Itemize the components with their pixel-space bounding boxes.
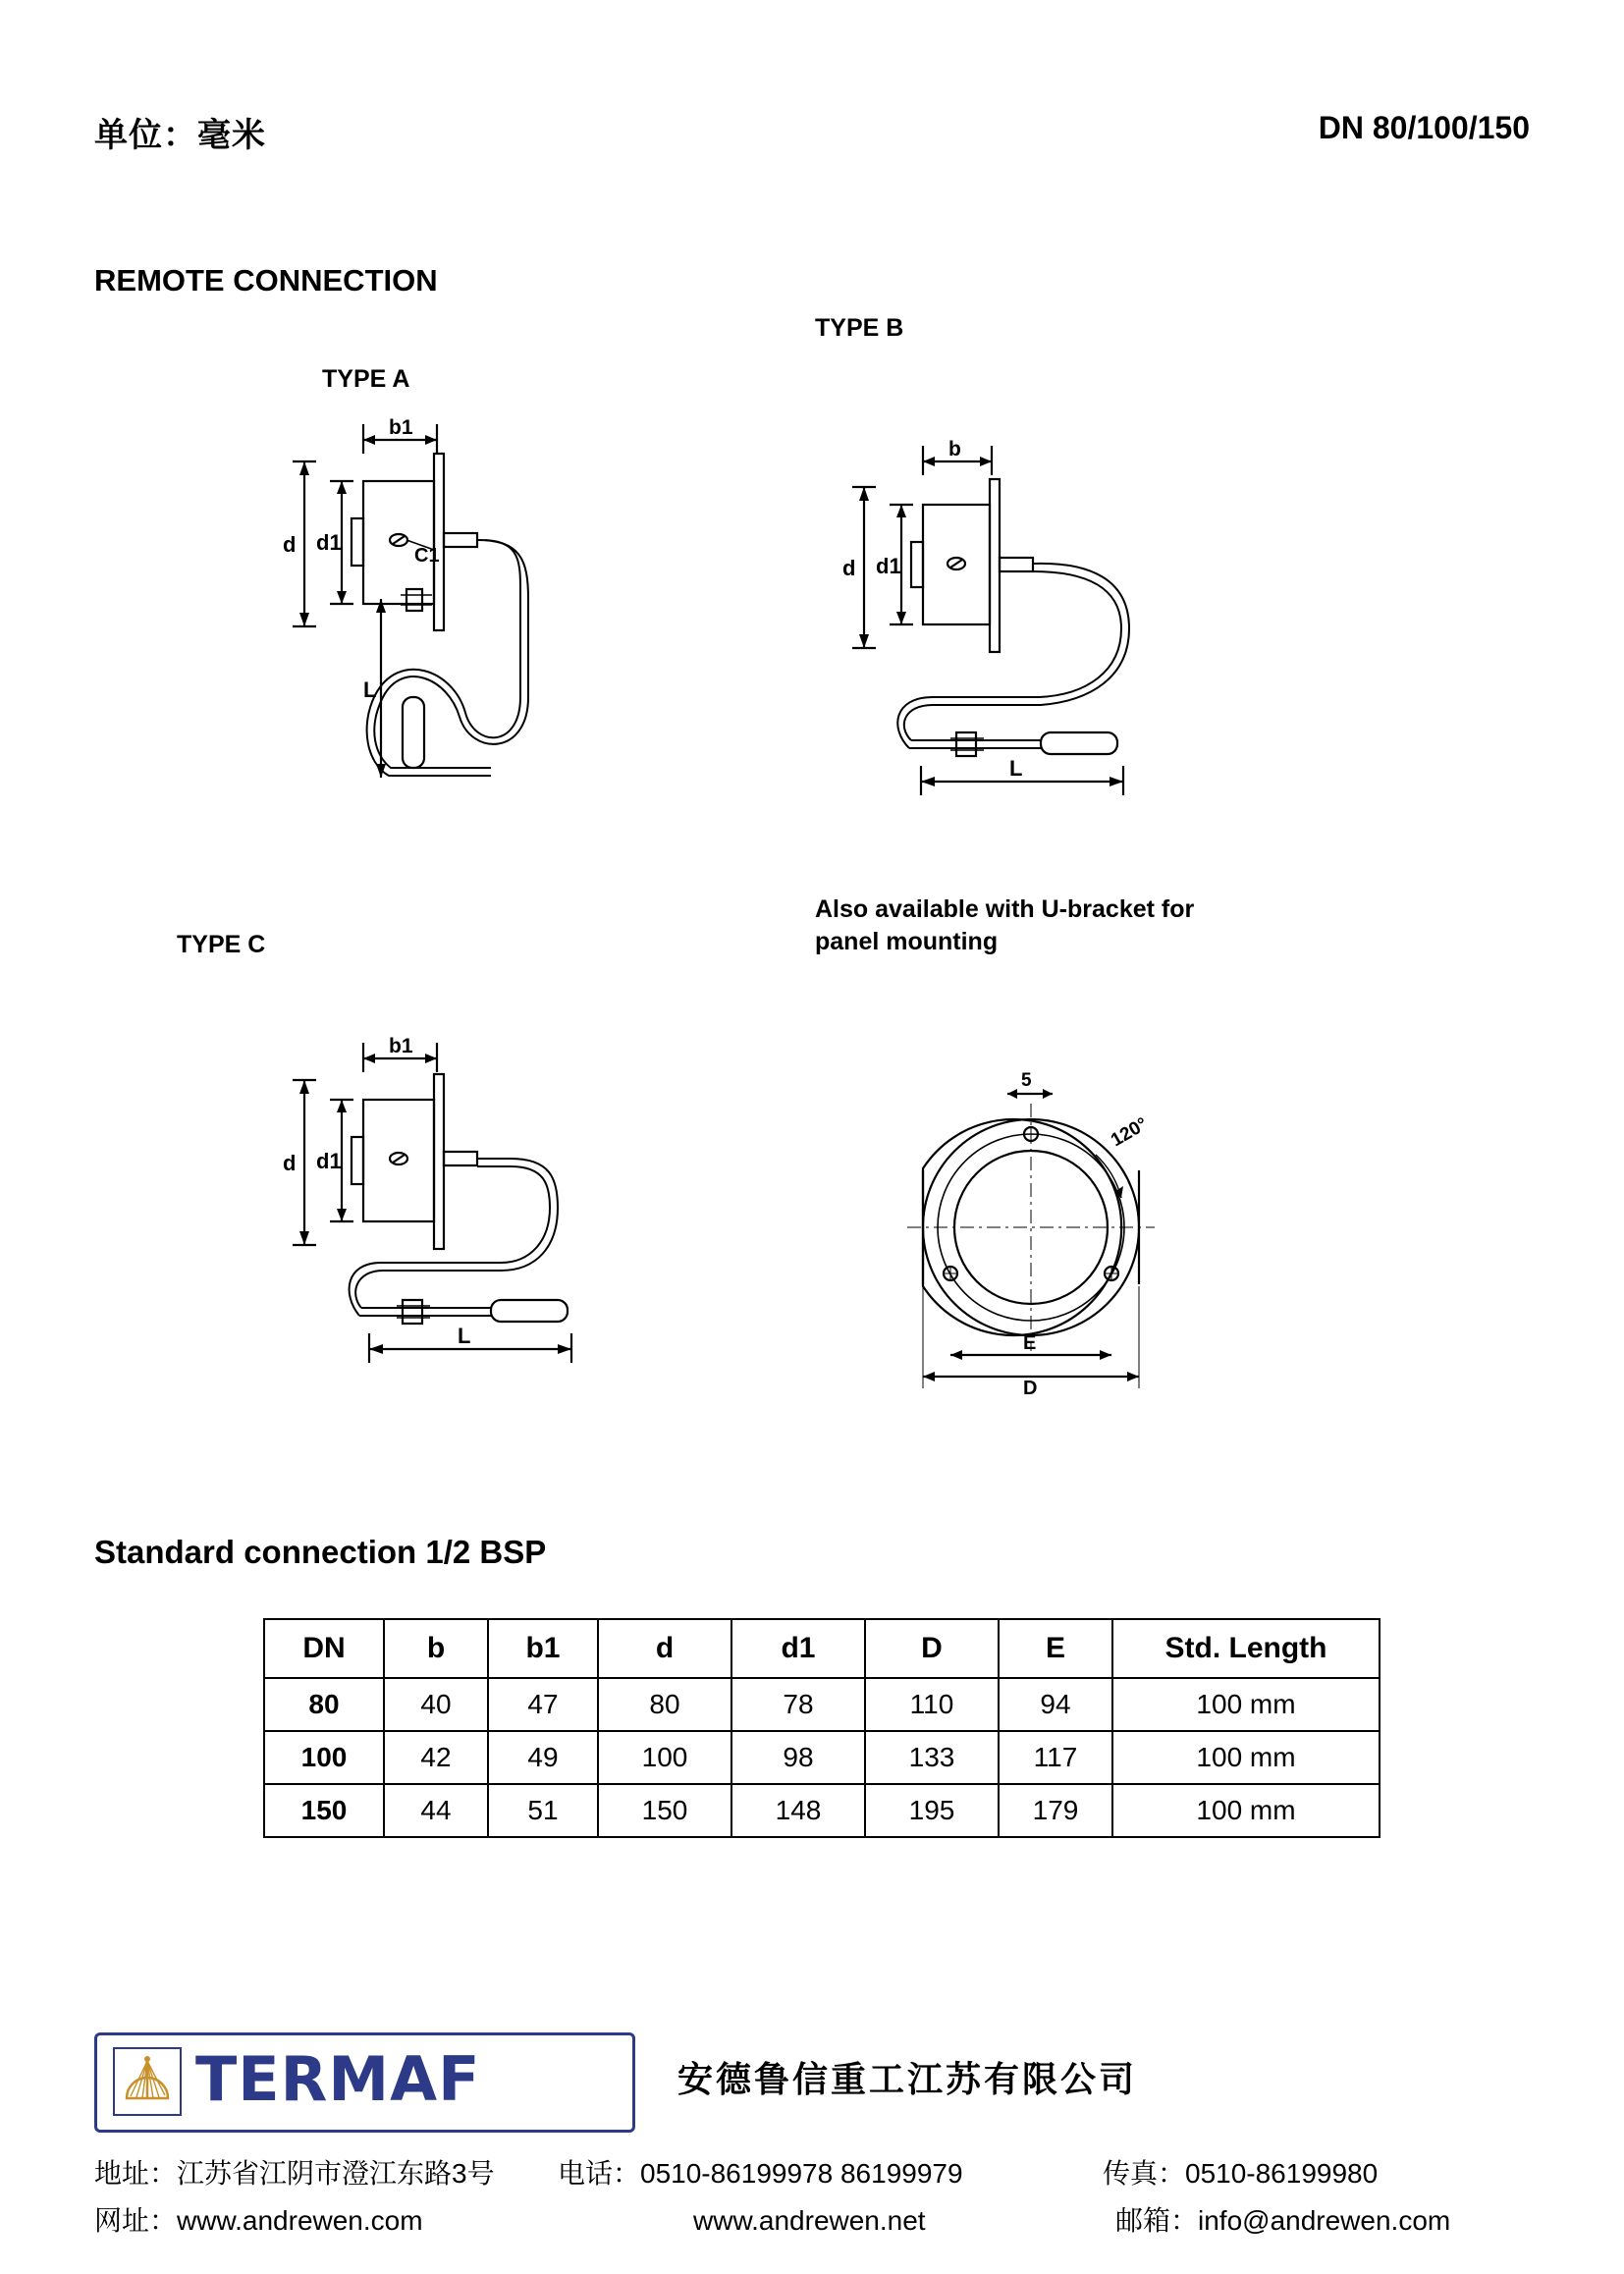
- cell-b: 40: [384, 1678, 488, 1731]
- cell-std-length: 100 mm: [1112, 1784, 1380, 1837]
- unit-label: 单位：毫米: [94, 117, 266, 154]
- ubracket-note-line2: panel mounting: [815, 928, 999, 955]
- table-row: [264, 1731, 1380, 1784]
- svg-text:120°: 120°: [1108, 1113, 1152, 1152]
- cell-d1: 148: [731, 1784, 865, 1837]
- cell-b1: 49: [488, 1731, 598, 1784]
- cell-d1: 98: [731, 1731, 865, 1784]
- cell-b1: 51: [488, 1784, 598, 1837]
- col-header-dd: D: [865, 1619, 999, 1678]
- company-logo-icon: [113, 2047, 182, 2116]
- svg-text:d: d: [283, 532, 297, 557]
- dn-range-title: DN 80/100/150: [1318, 110, 1530, 145]
- cell-e: 94: [999, 1678, 1112, 1731]
- cell-d: 100: [598, 1731, 731, 1784]
- svg-text:b1: b1: [389, 416, 413, 439]
- logo-box: [94, 2032, 635, 2133]
- label-type-b: TYPE B: [815, 314, 904, 342]
- cell-b1: 47: [488, 1678, 598, 1731]
- cell-dn: 80: [264, 1678, 384, 1731]
- ubracket-note: [815, 893, 1365, 958]
- table-row: [264, 1784, 1380, 1837]
- email-label[interactable]: 邮箱：info@andrewen.com: [1115, 2205, 1451, 2236]
- fax-label: 传真：0510-86199980: [1103, 2158, 1379, 2189]
- spec-table: [263, 1618, 1380, 1838]
- drawing-type-a: [265, 403, 717, 962]
- footer-contact-line-2: [94, 2199, 1450, 2239]
- ubracket-note-line1: Also available with U-bracket for: [815, 895, 1195, 923]
- website-alt-label[interactable]: www.andrewen.net: [693, 2205, 926, 2236]
- svg-text:d1: d1: [876, 554, 901, 578]
- cell-d: 80: [598, 1678, 731, 1731]
- svg-text:5: 5: [1021, 1070, 1032, 1091]
- svg-text:L: L: [363, 677, 377, 702]
- cell-dd: 195: [865, 1784, 999, 1837]
- footer-contact-line-1: [94, 2152, 1378, 2192]
- phone-label: 电话：0510-86199978 86199979: [558, 2158, 963, 2189]
- drawing-flange-face: [864, 1060, 1257, 1404]
- section-title-remote-connection: REMOTE CONNECTION: [94, 263, 438, 298]
- cell-dd: 133: [865, 1731, 999, 1784]
- cell-b: 44: [384, 1784, 488, 1837]
- table-header-row: [264, 1619, 1380, 1678]
- col-header-std-length: Std. Length: [1112, 1619, 1380, 1678]
- cell-std-length: 100 mm: [1112, 1731, 1380, 1784]
- table-row: [264, 1678, 1380, 1731]
- label-type-a: TYPE A: [322, 365, 410, 393]
- spec-table-head: [264, 1619, 1380, 1678]
- cell-dd: 110: [865, 1678, 999, 1731]
- svg-text:d: d: [283, 1151, 297, 1175]
- drawing-type-b: [795, 432, 1306, 884]
- cell-d1: 78: [731, 1678, 865, 1731]
- svg-text:b1: b1: [389, 1035, 413, 1057]
- svg-text:D: D: [1023, 1378, 1038, 1399]
- col-header-e: E: [999, 1619, 1112, 1678]
- svg-text:E: E: [1023, 1332, 1037, 1354]
- logo-wordmark: TERMAF: [195, 2043, 481, 2115]
- cell-dn: 150: [264, 1784, 384, 1837]
- svg-text:L: L: [458, 1324, 471, 1348]
- spec-table-body: [264, 1678, 1380, 1837]
- company-name-cn: 安德鲁信重工江苏有限公司: [677, 2059, 1138, 2099]
- drawing-type-c: [265, 1031, 736, 1463]
- standard-connection-title: Standard connection 1/2 BSP: [94, 1534, 547, 1570]
- svg-text:d1: d1: [316, 1149, 342, 1173]
- label-type-c: TYPE C: [177, 931, 266, 958]
- website-label[interactable]: 网址：www.andrewen.com: [94, 2205, 423, 2236]
- svg-text:d: d: [842, 556, 856, 580]
- spec-table-wrapper: [263, 1618, 1380, 1838]
- cell-e: 179: [999, 1784, 1112, 1837]
- col-header-b1: b1: [488, 1619, 598, 1678]
- svg-text:C1: C1: [414, 545, 440, 567]
- col-header-b: b: [384, 1619, 488, 1678]
- svg-text:d1: d1: [316, 530, 342, 555]
- cell-std-length: 100 mm: [1112, 1678, 1380, 1731]
- svg-text:b: b: [948, 438, 961, 460]
- cell-e: 117: [999, 1731, 1112, 1784]
- cell-dn: 100: [264, 1731, 384, 1784]
- svg-text:L: L: [1009, 756, 1023, 781]
- col-header-dn: DN: [264, 1619, 384, 1678]
- cell-d: 150: [598, 1784, 731, 1837]
- address-label: 地址：江苏省江阴市澄江东路3号: [94, 2158, 495, 2189]
- cell-b: 42: [384, 1731, 488, 1784]
- col-header-d1: d1: [731, 1619, 865, 1678]
- col-header-d: d: [598, 1619, 731, 1678]
